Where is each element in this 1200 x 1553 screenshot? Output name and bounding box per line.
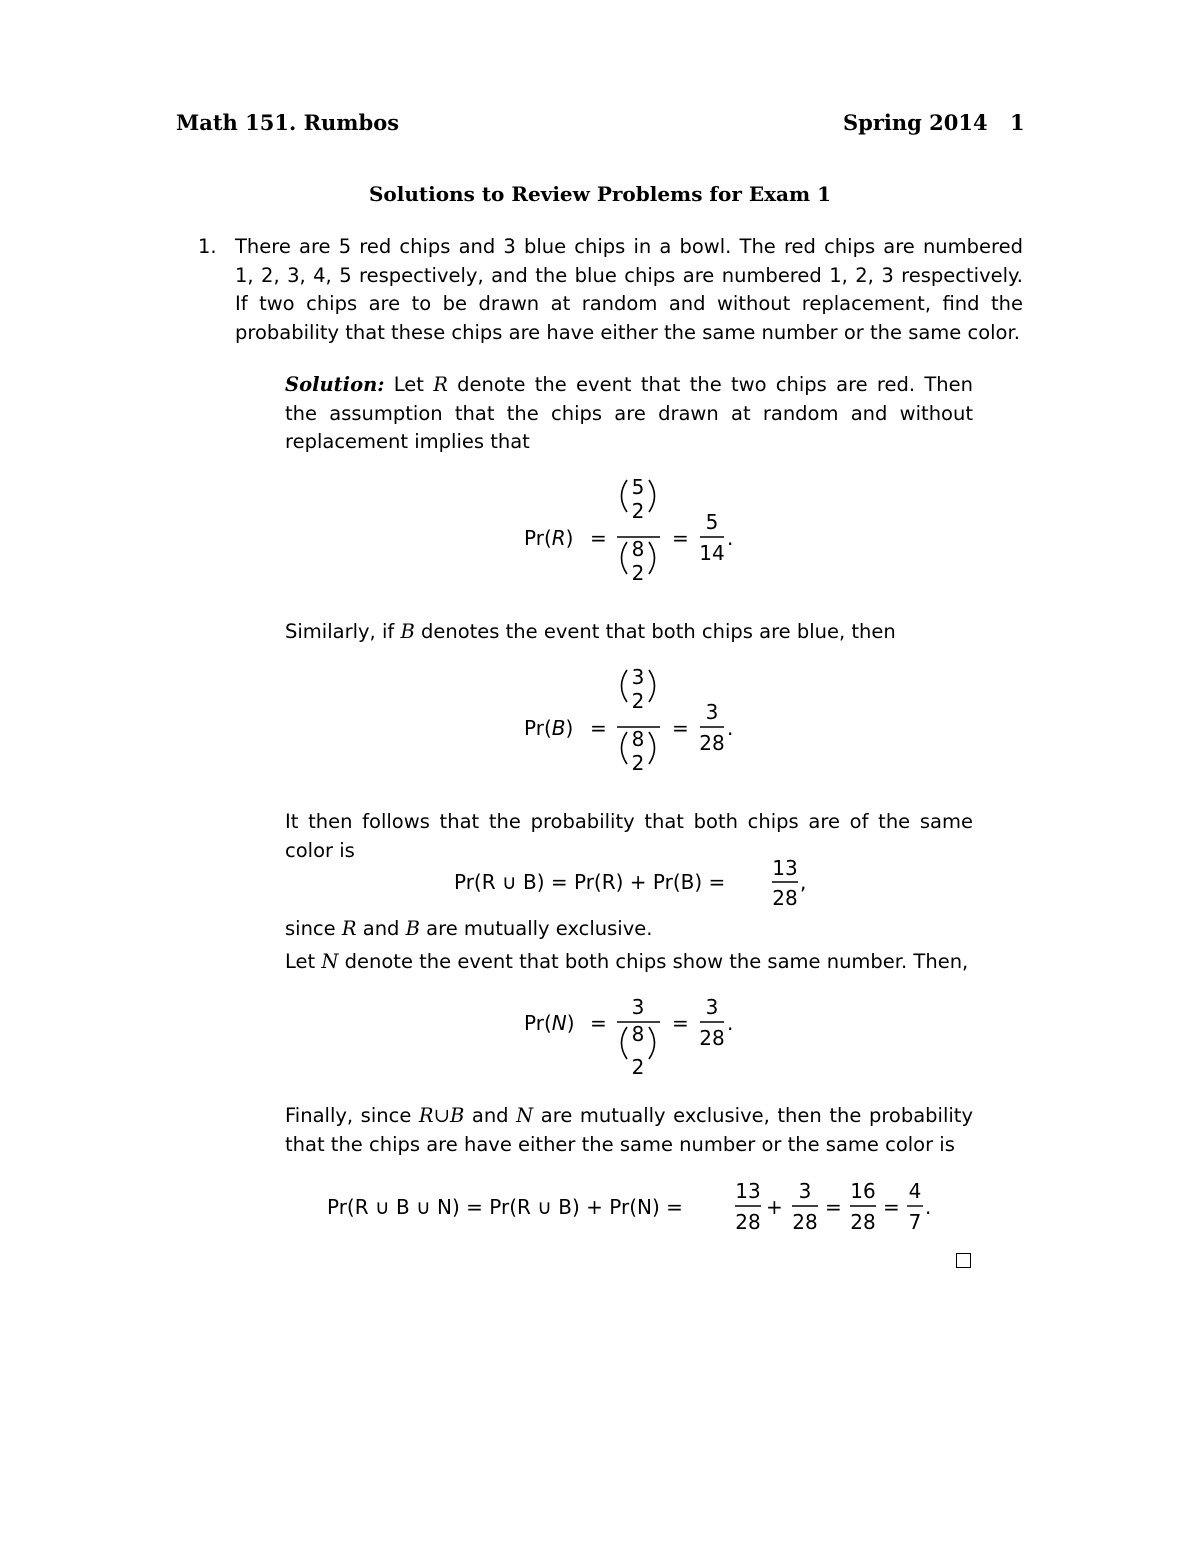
eq2-num-top: 3 [631, 665, 645, 689]
problem-line-2: 1, 2, 3, 4, 5 respectively, and the blue chips are numbered 1, 2, 3 respectively. [235, 263, 1023, 287]
svg-text:=: = [672, 716, 689, 740]
solution-label: Solution: [285, 373, 385, 396]
eq1-den-bot: 2 [631, 561, 645, 585]
svg-text:.: . [727, 716, 734, 740]
eq4-num: 3 [631, 995, 645, 1019]
document-title: Solutions to Review Problems for Exam 1 [368, 182, 832, 206]
since-text: since R and B are mutually exclusive. [285, 917, 653, 940]
eq2-den-top: 8 [631, 727, 645, 751]
svg-text:=: = [590, 1011, 607, 1035]
eq1-den-top: 8 [631, 537, 645, 561]
header-course: Math 151. Rumbos [176, 110, 400, 135]
follows-line-2: color is [285, 838, 355, 862]
solution-intro [285, 371, 973, 457]
eq4-den-bot: 2 [631, 1055, 645, 1079]
svg-text:Pr(R): Pr(R) [524, 526, 574, 550]
svg-text:,: , [800, 870, 807, 894]
eq1-num-bot: 2 [631, 499, 645, 523]
eq5-f1-num: 13 [735, 1179, 761, 1203]
equation-final [325, 1176, 945, 1240]
let-n-text: Let N denote the event that both chips show the same number. Then, [285, 950, 969, 973]
svg-text:+: + [766, 1195, 783, 1219]
svg-text:Pr(B): Pr(B) [524, 716, 574, 740]
eq5-f2-den: 28 [792, 1210, 818, 1234]
problem-line-3: If two chips are to be drawn at random and without replacement, find the [235, 292, 1023, 315]
eq4-den-top: 8 [631, 1022, 645, 1046]
qed-square-icon [956, 1253, 971, 1268]
svg-text:.: . [925, 1195, 932, 1219]
eq2-den-bot: 2 [631, 751, 645, 775]
eq5-expression: Pr(R ∪ B ∪ N) = Pr(R ∪ B) + Pr(N) = [327, 1195, 683, 1219]
finally-line-2: that the chips are have either the same number or the same color is [285, 1132, 955, 1156]
equation-pr-b [520, 664, 760, 794]
svg-text:Pr(N): Pr(N) [524, 1011, 575, 1035]
problem-line-4: probability that these chips are have either the same number or the same color. [235, 320, 1020, 344]
eq1-res-den: 14 [699, 541, 725, 565]
svg-text:=: = [590, 526, 607, 550]
svg-text:=: = [672, 526, 689, 550]
similarly-text: Similarly, if B denotes the event that both chips are blue, then [285, 620, 896, 643]
problem-number: 1. [198, 235, 217, 258]
solution-intro-line-3: replacement implies that [285, 430, 530, 453]
svg-text:=: = [590, 716, 607, 740]
finally-text [285, 1102, 973, 1159]
eq4-res-num: 3 [705, 995, 719, 1019]
eq5-f1-den: 28 [735, 1210, 761, 1234]
follows-line-1: It then follows that the probability that both chips are of the same [285, 810, 973, 833]
header-term: Spring 2014 [843, 110, 988, 135]
svg-text:.: . [727, 526, 734, 550]
eq2-res-num: 3 [705, 700, 719, 724]
problem-line-1: There are 5 red chips and 3 blue chips in a bowl. The red chips are numbered [235, 235, 1023, 258]
equation-pr-r-union-b [452, 852, 812, 912]
eq2-res-den: 28 [699, 731, 725, 755]
equation-pr-r [520, 474, 760, 604]
eq3-res-den: 28 [772, 886, 798, 910]
header-page-number: 1 [1010, 110, 1025, 135]
eq4-res-den: 28 [699, 1026, 725, 1050]
eq5-f3-num: 16 [850, 1179, 876, 1203]
eq5-f4-num: 4 [908, 1179, 922, 1203]
eq5-f4-den: 7 [908, 1210, 922, 1234]
equation-pr-n [520, 990, 760, 1090]
finally-line-1: Finally, since R∪B and N are mutually exclusive, then the probability [285, 1104, 973, 1127]
eq3-res-num: 13 [772, 856, 798, 880]
eq5-f2-num: 3 [798, 1179, 812, 1203]
svg-text:.: . [727, 1011, 734, 1035]
eq5-f3-den: 28 [850, 1210, 876, 1234]
solution-intro-line-2: the assumption that the chips are drawn at random and without [285, 401, 973, 425]
eq2-num-bot: 2 [631, 689, 645, 713]
eq1-res-num: 5 [705, 510, 719, 534]
eq3-expression: Pr(R ∪ B) = Pr(R) + Pr(B) = [454, 870, 726, 894]
solution-intro-line-1: Solution: Let R denote the event that the two chips are red. Then [285, 373, 973, 396]
problem-text [235, 233, 1023, 347]
eq1-num-top: 5 [631, 475, 645, 499]
svg-text:=: = [825, 1195, 842, 1219]
svg-text:=: = [883, 1195, 900, 1219]
svg-text:=: = [672, 1011, 689, 1035]
